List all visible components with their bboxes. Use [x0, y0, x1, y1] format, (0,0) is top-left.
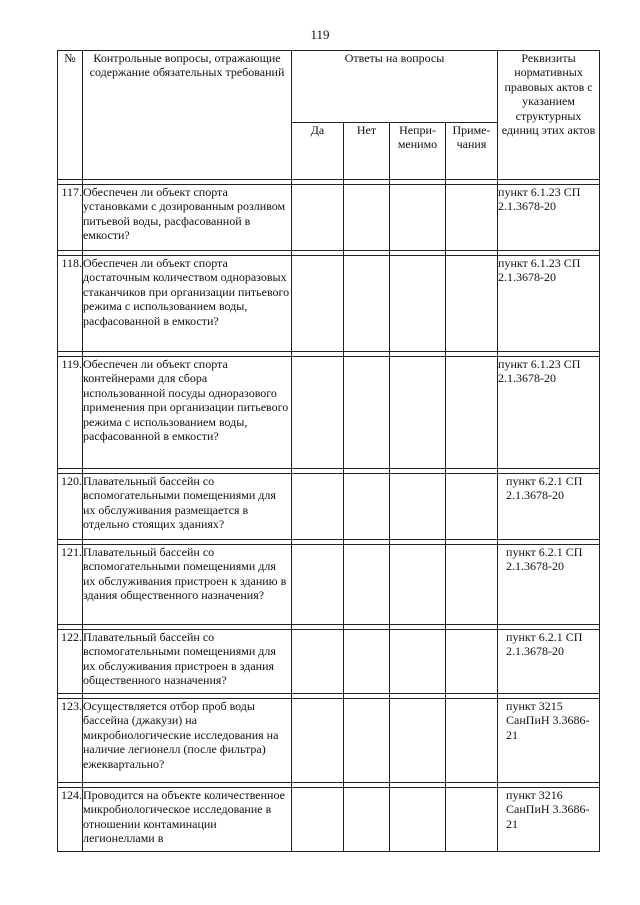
row-reference: пункт 6.2.1 СП 2.1.3678-20	[498, 474, 600, 540]
answer-not-applicable-cell[interactable]	[390, 788, 446, 852]
answer-not-applicable-cell[interactable]	[390, 545, 446, 625]
row-reference: пункт 6.2.1 СП 2.1.3678-20	[498, 630, 600, 694]
header-num: №	[58, 51, 83, 180]
table-row	[58, 699, 600, 783]
row-number: 123.	[58, 699, 83, 783]
row-question: Осуществляется отбор проб воды бассейна (джакузи) на микробиологические исследования на наличие легионелл (после фильтра) ежеквартально?	[83, 699, 292, 783]
table-row	[58, 630, 600, 694]
answer-yes-cell[interactable]	[292, 545, 344, 625]
answer-yes-cell[interactable]	[292, 185, 344, 251]
table-row	[58, 256, 600, 352]
table-row	[58, 474, 600, 540]
header-answers: Ответы на вопросы	[292, 51, 498, 123]
answer-notes-cell[interactable]	[446, 256, 498, 352]
answer-not-applicable-cell[interactable]	[390, 185, 446, 251]
answer-notes-cell[interactable]	[446, 788, 498, 852]
answer-yes-cell[interactable]	[292, 699, 344, 783]
row-number: 118.	[58, 256, 83, 352]
answer-yes-cell[interactable]	[292, 256, 344, 352]
row-question: Обеспечен ли объект спорта достаточным количеством одноразовых стаканчиков при организации питьевого режима с использованием воды, расфасованной в емкости?	[83, 256, 292, 352]
header-no: Нет	[344, 123, 390, 180]
answer-not-applicable-cell[interactable]	[390, 630, 446, 694]
header-requisites: Реквизиты нормативных правовых актов с указанием структурных единиц этих актов	[498, 51, 600, 180]
row-number: 120.	[58, 474, 83, 540]
checklist-table	[57, 50, 600, 852]
header-question: Контрольные вопросы, отражающие содержание обязательных требований	[83, 51, 292, 180]
row-question: Обеспечен ли объект спорта установками с дозированным розливом питьевой воды, расфасованной в емкости?	[83, 185, 292, 251]
answer-yes-cell[interactable]	[292, 630, 344, 694]
answer-not-applicable-cell[interactable]	[390, 699, 446, 783]
row-reference: пункт 6.1.23 СП 2.1.3678-20	[498, 185, 600, 251]
row-question: Плавательный бассейн со вспомогательными помещениями для их обслуживания пристроен к зданию в здания общественного назначения?	[83, 545, 292, 625]
row-question: Плавательный бассейн со вспомогательными помещениями для их обслуживания пристроен в здания общественного назначения?	[83, 630, 292, 694]
answer-not-applicable-cell[interactable]	[390, 474, 446, 540]
row-question: Плавательный бассейн со вспомогательными помещениями для их обслуживания размещается в отдельно стоящих зданиях?	[83, 474, 292, 540]
row-question: Обеспечен ли объект спорта контейнерами для сбора использованной посуды одноразового применения при организации питьевого режима с использованием воды, расфасованной в емкости?	[83, 357, 292, 469]
row-number: 122.	[58, 630, 83, 694]
answer-no-cell[interactable]	[344, 185, 390, 251]
header-yes: Да	[292, 123, 344, 180]
row-number: 121.	[58, 545, 83, 625]
answer-notes-cell[interactable]	[446, 545, 498, 625]
table-row	[58, 788, 600, 852]
answer-no-cell[interactable]	[344, 699, 390, 783]
row-number: 124.	[58, 788, 83, 852]
row-reference: пункт 6.2.1 СП 2.1.3678-20	[498, 545, 600, 625]
table-row	[58, 357, 600, 469]
table-row	[58, 545, 600, 625]
answer-yes-cell[interactable]	[292, 788, 344, 852]
answer-yes-cell[interactable]	[292, 357, 344, 469]
answer-yes-cell[interactable]	[292, 474, 344, 540]
answer-not-applicable-cell[interactable]	[390, 256, 446, 352]
answer-notes-cell[interactable]	[446, 185, 498, 251]
row-reference: пункт 6.1.23 СП 2.1.3678-20	[498, 357, 600, 469]
answer-no-cell[interactable]	[344, 474, 390, 540]
answer-no-cell[interactable]	[344, 630, 390, 694]
row-reference: пункт 3215 СанПиН 3.3686-21	[498, 699, 600, 783]
header-notes: Приме-чания	[446, 123, 498, 180]
answer-no-cell[interactable]	[344, 545, 390, 625]
answer-notes-cell[interactable]	[446, 630, 498, 694]
row-question: Проводится на объекте количественное микробиологическое исследование в отношении контаминации легионеллами в	[83, 788, 292, 852]
answer-notes-cell[interactable]	[446, 699, 498, 783]
row-reference: пункт 6.1.23 СП 2.1.3678-20	[498, 256, 600, 352]
answer-notes-cell[interactable]	[446, 474, 498, 540]
answer-no-cell[interactable]	[344, 256, 390, 352]
answer-no-cell[interactable]	[344, 788, 390, 852]
row-number: 117.	[58, 185, 83, 251]
page-number: 119	[310, 27, 330, 42]
header-not-applicable: Непри-менимо	[390, 123, 446, 180]
answer-no-cell[interactable]	[344, 357, 390, 469]
table-row	[58, 185, 600, 251]
row-reference: пункт 3216 СанПиН 3.3686-21	[498, 788, 600, 852]
answer-not-applicable-cell[interactable]	[390, 357, 446, 469]
row-number: 119.	[58, 357, 83, 469]
answer-notes-cell[interactable]	[446, 357, 498, 469]
